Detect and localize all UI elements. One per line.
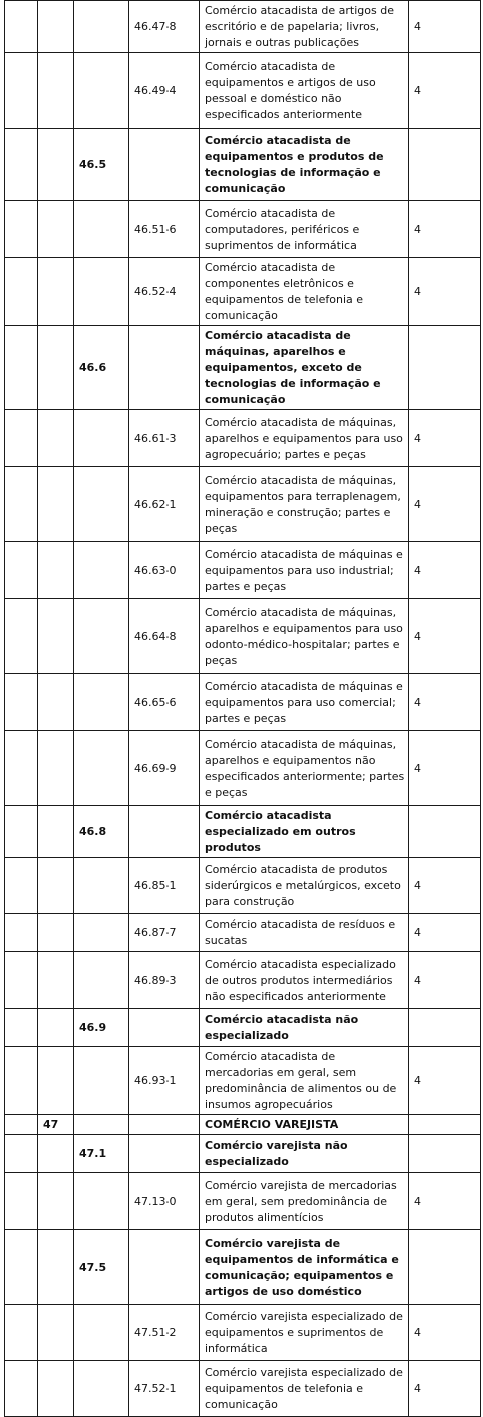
risk-level-cell: 4: [409, 952, 481, 1009]
group-cell: [74, 542, 129, 599]
section-cell: [5, 731, 38, 806]
division-cell: [38, 1, 74, 53]
table-row: [5, 542, 481, 599]
table-row: [5, 731, 481, 806]
group-cell: [74, 858, 129, 914]
table-row: [5, 467, 481, 542]
division-cell: [38, 1361, 74, 1417]
risk-level-cell: [409, 806, 481, 858]
division-cell: [38, 1230, 74, 1305]
table-row: [5, 201, 481, 258]
group-cell: [74, 1361, 129, 1417]
description-cell: Comércio varejista especializado de equipamentos e suprimentos de informática: [200, 1305, 409, 1361]
description-cell: Comércio varejista não especializado: [200, 1135, 409, 1173]
section-cell: [5, 1230, 38, 1305]
class-cell: [129, 1009, 200, 1047]
risk-level-cell: [409, 1009, 481, 1047]
group-cell: 47.5: [74, 1230, 129, 1305]
class-cell: 47.52-1: [129, 1361, 200, 1417]
table-row: [5, 599, 481, 674]
class-cell: 46.62-1: [129, 467, 200, 542]
section-cell: [5, 258, 38, 326]
division-cell: [38, 467, 74, 542]
division-cell: [38, 806, 74, 858]
description-cell: Comércio atacadista de equipamentos e artigos de uso pessoal e doméstico não especificados anteriormente: [200, 53, 409, 129]
table-row: [5, 1305, 481, 1361]
description-cell: Comércio atacadista especializado em outros produtos: [200, 806, 409, 858]
risk-level-cell: 4: [409, 1173, 481, 1230]
class-cell: 46.93-1: [129, 1047, 200, 1115]
table-body: [5, 1, 481, 1417]
description-cell: Comércio atacadista de máquinas, aparelhos e equipamentos para uso agropecuário; partes e peças: [200, 410, 409, 467]
description-cell: Comércio atacadista de computadores, periféricos e suprimentos de informática: [200, 201, 409, 258]
table-row: [5, 914, 481, 952]
risk-level-cell: 4: [409, 53, 481, 129]
section-cell: [5, 806, 38, 858]
section-cell: [5, 1361, 38, 1417]
risk-level-cell: 4: [409, 1361, 481, 1417]
group-cell: [74, 1115, 129, 1135]
group-cell: [74, 410, 129, 467]
description-cell: Comércio atacadista de máquinas, equipamentos para terraplenagem, mineração e construção; partes e peças: [200, 467, 409, 542]
section-cell: [5, 201, 38, 258]
class-cell: 46.87-7: [129, 914, 200, 952]
section-cell: [5, 467, 38, 542]
table-row: [5, 1173, 481, 1230]
table-row: [5, 1009, 481, 1047]
table-row: [5, 1115, 481, 1135]
description-cell: COMÉRCIO VAREJISTA: [200, 1115, 409, 1135]
table-row: [5, 326, 481, 410]
class-cell: 46.49-4: [129, 53, 200, 129]
division-cell: [38, 1305, 74, 1361]
class-cell: [129, 326, 200, 410]
section-cell: [5, 1047, 38, 1115]
risk-level-cell: 4: [409, 914, 481, 952]
description-cell: Comércio atacadista de artigos de escritório e de papelaria; livros, jornais e outras publicações: [200, 1, 409, 53]
division-cell: [38, 326, 74, 410]
section-cell: [5, 599, 38, 674]
group-cell: [74, 467, 129, 542]
description-cell: Comércio atacadista especializado de outros produtos intermediários não especificados anteriormente: [200, 952, 409, 1009]
class-cell: [129, 129, 200, 201]
group-cell: [74, 53, 129, 129]
risk-level-cell: [409, 1115, 481, 1135]
group-cell: [74, 674, 129, 731]
section-cell: [5, 952, 38, 1009]
table-row: [5, 1135, 481, 1173]
division-cell: [38, 1135, 74, 1173]
risk-level-cell: 4: [409, 410, 481, 467]
description-cell: Comércio atacadista de máquinas, aparelhos e equipamentos, exceto de tecnologias de informação e comunicação: [200, 326, 409, 410]
description-cell: Comércio atacadista de mercadorias em geral, sem predominância de alimentos ou de insumos agropecuários: [200, 1047, 409, 1115]
division-cell: [38, 1009, 74, 1047]
division-cell: [38, 952, 74, 1009]
risk-level-cell: 4: [409, 542, 481, 599]
division-cell: 47: [38, 1115, 74, 1135]
section-cell: [5, 326, 38, 410]
group-cell: [74, 201, 129, 258]
section-cell: [5, 410, 38, 467]
risk-level-cell: 4: [409, 258, 481, 326]
division-cell: [38, 201, 74, 258]
class-cell: [129, 1230, 200, 1305]
group-cell: 46.8: [74, 806, 129, 858]
group-cell: [74, 952, 129, 1009]
division-cell: [38, 674, 74, 731]
description-cell: Comércio atacadista de equipamentos e produtos de tecnologias de informação e comunicação: [200, 129, 409, 201]
section-cell: [5, 1173, 38, 1230]
group-cell: [74, 1305, 129, 1361]
division-cell: [38, 129, 74, 201]
table-row: [5, 674, 481, 731]
description-cell: Comércio atacadista de produtos siderúrgicos e metalúrgicos, exceto para construção: [200, 858, 409, 914]
description-cell: Comércio atacadista de componentes eletrônicos e equipamentos de telefonia e comunicação: [200, 258, 409, 326]
class-cell: 47.51-2: [129, 1305, 200, 1361]
risk-level-cell: 4: [409, 599, 481, 674]
group-cell: [74, 1173, 129, 1230]
class-cell: [129, 1135, 200, 1173]
group-cell: [74, 1, 129, 53]
group-cell: [74, 599, 129, 674]
section-cell: [5, 1115, 38, 1135]
section-cell: [5, 1305, 38, 1361]
table-row: [5, 952, 481, 1009]
division-cell: [38, 1173, 74, 1230]
class-cell: 46.85-1: [129, 858, 200, 914]
class-cell: 47.13-0: [129, 1173, 200, 1230]
section-cell: [5, 542, 38, 599]
risk-level-cell: 4: [409, 201, 481, 258]
table-row: [5, 1047, 481, 1115]
group-cell: 46.6: [74, 326, 129, 410]
division-cell: [38, 1047, 74, 1115]
risk-level-cell: 4: [409, 1305, 481, 1361]
division-cell: [38, 258, 74, 326]
table-row: [5, 1361, 481, 1417]
division-cell: [38, 53, 74, 129]
table-row: [5, 806, 481, 858]
section-cell: [5, 1135, 38, 1173]
group-cell: 46.5: [74, 129, 129, 201]
section-cell: [5, 914, 38, 952]
description-cell: Comércio atacadista de máquinas e equipamentos para uso industrial; partes e peças: [200, 542, 409, 599]
description-cell: Comércio atacadista de máquinas, aparelhos e equipamentos não especificados anteriormente; partes e peças: [200, 731, 409, 806]
description-cell: Comércio varejista de mercadorias em geral, sem predominância de produtos alimentícios: [200, 1173, 409, 1230]
class-cell: 46.61-3: [129, 410, 200, 467]
table-row: [5, 1230, 481, 1305]
group-cell: [74, 914, 129, 952]
description-cell: Comércio atacadista não especializado: [200, 1009, 409, 1047]
class-cell: [129, 1115, 200, 1135]
division-cell: [38, 410, 74, 467]
section-cell: [5, 858, 38, 914]
section-cell: [5, 1009, 38, 1047]
risk-level-cell: [409, 1230, 481, 1305]
description-cell: Comércio atacadista de resíduos e sucatas: [200, 914, 409, 952]
group-cell: [74, 731, 129, 806]
description-cell: Comércio atacadista de máquinas e equipamentos para uso comercial; partes e peças: [200, 674, 409, 731]
risk-level-cell: 4: [409, 858, 481, 914]
risk-level-cell: 4: [409, 731, 481, 806]
table-row: [5, 53, 481, 129]
class-cell: 46.63-0: [129, 542, 200, 599]
class-cell: 46.51-6: [129, 201, 200, 258]
risk-level-cell: 4: [409, 467, 481, 542]
section-cell: [5, 674, 38, 731]
group-cell: [74, 1047, 129, 1115]
class-cell: 46.89-3: [129, 952, 200, 1009]
table-row: [5, 129, 481, 201]
table-row: [5, 858, 481, 914]
risk-level-cell: 4: [409, 674, 481, 731]
division-cell: [38, 731, 74, 806]
table-row: [5, 258, 481, 326]
table-row: [5, 1, 481, 53]
risk-level-cell: 4: [409, 1, 481, 53]
class-cell: 46.64-8: [129, 599, 200, 674]
section-cell: [5, 1, 38, 53]
group-cell: 47.1: [74, 1135, 129, 1173]
class-cell: 46.52-4: [129, 258, 200, 326]
group-cell: 46.9: [74, 1009, 129, 1047]
activity-table: [4, 0, 481, 1417]
risk-level-cell: [409, 129, 481, 201]
description-cell: Comércio varejista especializado de equipamentos de telefonia e comunicação: [200, 1361, 409, 1417]
division-cell: [38, 542, 74, 599]
division-cell: [38, 599, 74, 674]
section-cell: [5, 129, 38, 201]
table-row: [5, 410, 481, 467]
risk-level-cell: [409, 326, 481, 410]
class-cell: [129, 806, 200, 858]
section-cell: [5, 53, 38, 129]
class-cell: 46.65-6: [129, 674, 200, 731]
description-cell: Comércio atacadista de máquinas, aparelhos e equipamentos para uso odonto-médico-hospitalar; partes e peças: [200, 599, 409, 674]
class-cell: 46.69-9: [129, 731, 200, 806]
division-cell: [38, 914, 74, 952]
risk-level-cell: 4: [409, 1047, 481, 1115]
division-cell: [38, 858, 74, 914]
class-cell: 46.47-8: [129, 1, 200, 53]
risk-level-cell: [409, 1135, 481, 1173]
description-cell: Comércio varejista de equipamentos de informática e comunicação; equipamentos e artigos de uso doméstico: [200, 1230, 409, 1305]
group-cell: [74, 258, 129, 326]
